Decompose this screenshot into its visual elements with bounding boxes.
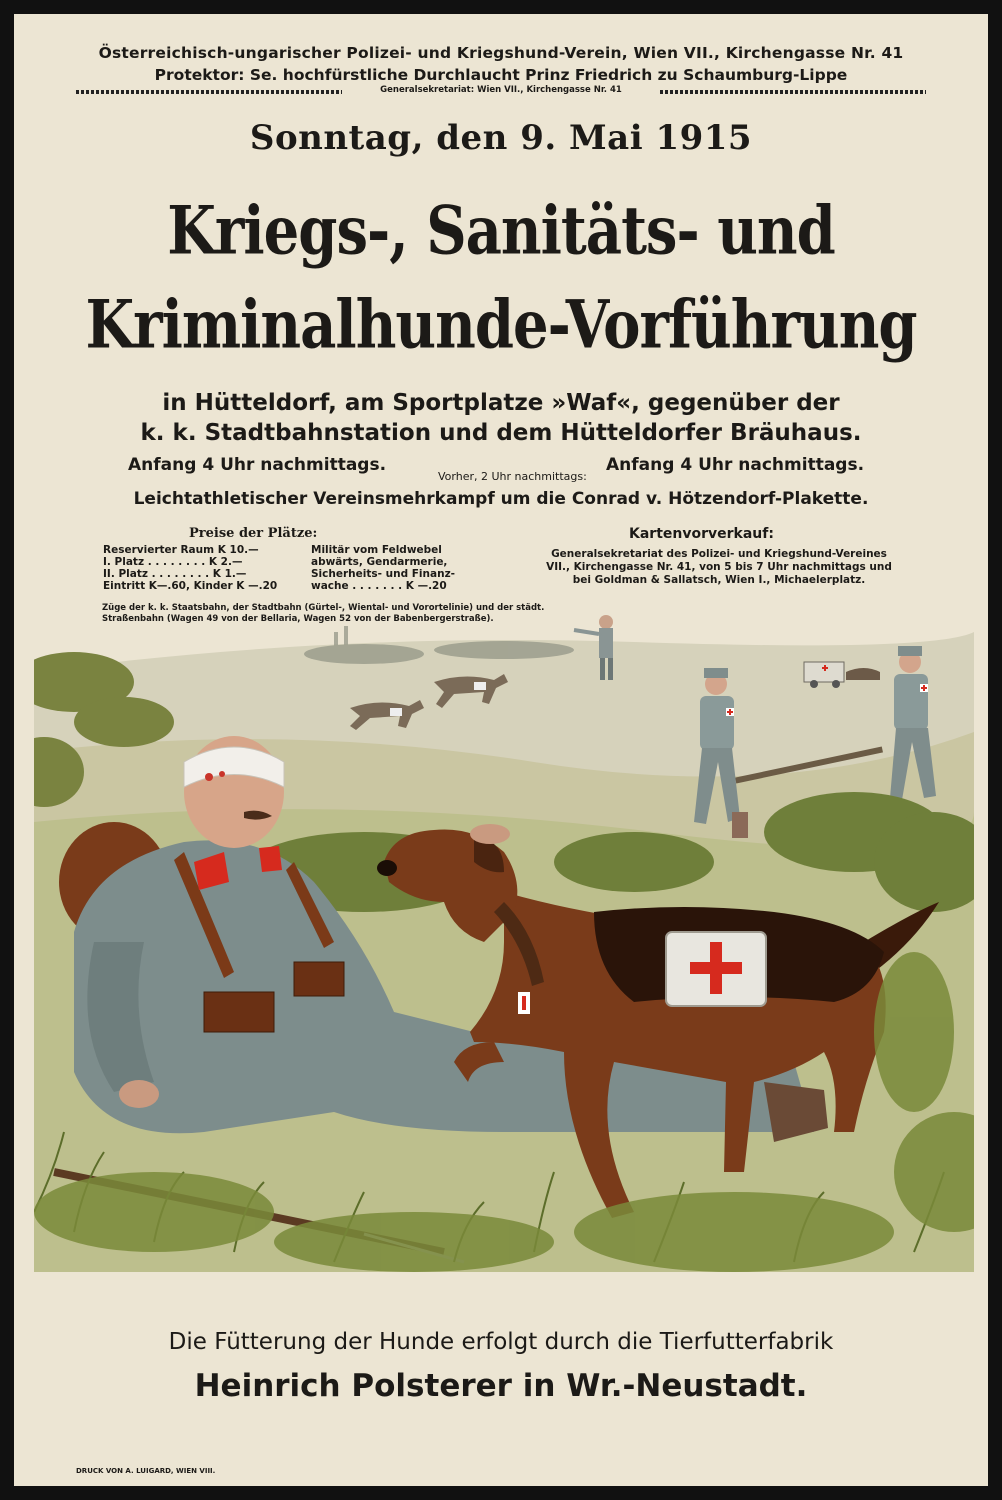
military-row: wache . . . . . . . K —.20 bbox=[311, 580, 447, 592]
dotted-rule-left bbox=[76, 90, 342, 94]
event-title-line2: Kriminalhunde-Vorführung bbox=[85, 286, 917, 364]
price-row: Eintritt K—.60, Kinder K —.20 bbox=[103, 580, 278, 592]
location-line1: in Hütteldorf, am Sportplatze »Waf«, gegenüber der bbox=[162, 390, 840, 416]
company-line: Heinrich Polsterer in Wr.-Neustadt. bbox=[194, 1368, 808, 1404]
illustration bbox=[34, 612, 974, 1272]
printer-credit: DRUCK VON A. LUIGARD, WIEN VIII. bbox=[76, 1467, 216, 1475]
dotted-rule-right bbox=[660, 90, 926, 94]
feeding-line: Die Fütterung der Hunde erfolgt durch die Tierfutterfabrik bbox=[168, 1329, 834, 1355]
prices-heading: Preise der Plätze: bbox=[189, 526, 318, 541]
presale-line: VII., Kirchengasse Nr. 41, von 5 bis 7 Uhr nachmittags und bbox=[546, 561, 892, 573]
before-note: Vorher, 2 Uhr nachmittags: bbox=[438, 470, 587, 483]
start-time-left: Anfang 4 Uhr nachmittags. bbox=[128, 455, 387, 475]
event-date: Sonntag, den 9. Mai 1915 bbox=[249, 118, 753, 158]
location-line2: k. k. Stadtbahnstation und dem Hütteldorfer Bräuhaus. bbox=[140, 420, 862, 446]
organization-line: Österreichisch-ungarischer Polizei- und Kriegshund-Verein, Wien VII., Kirchengasse Nr. 41 bbox=[98, 44, 904, 62]
protector-line: Protektor: Se. hochfürstliche Durchlaucht Prinz Friedrich zu Schaumburg-Lippe bbox=[154, 66, 848, 84]
athletics-line: Leichtathletischer Vereinsmehrkampf um die Conrad v. Hötzendorf-Plakette. bbox=[133, 489, 869, 509]
secretariat-line: Generalsekretariat: Wien VII., Kirchengasse Nr. 41 bbox=[380, 85, 622, 95]
presale-line: bei Goldman & Sallatsch, Wien I., Michaelerplatz. bbox=[572, 574, 866, 586]
military-row: Militär vom Feldwebel bbox=[311, 544, 442, 556]
price-row: II. Platz . . . . . . . . K 1.— bbox=[103, 568, 247, 580]
start-time-right: Anfang 4 Uhr nachmittags. bbox=[606, 455, 865, 475]
transport-line2: Straßenbahn (Wagen 49 von der Bellaria, Wagen 52 von der Babenbergerstraße). bbox=[102, 614, 494, 624]
price-row: I. Platz . . . . . . . . K 2.— bbox=[103, 556, 243, 568]
transport-line1: Züge der k. k. Staatsbahn, der Stadtbahn (Gürtel-, Wiental- und Vorortelinie) und der städt. bbox=[102, 603, 545, 613]
event-title-line1: Kriegs-, Sanitäts- und bbox=[167, 192, 835, 270]
presale-heading: Kartenvorverkauf: bbox=[629, 526, 774, 542]
presale-line: Generalsekretariat des Polizei- und Kriegshund-Vereines bbox=[551, 548, 887, 560]
military-row: abwärts, Gendarmerie, bbox=[311, 556, 448, 568]
price-row: Reservierter Raum K 10.— bbox=[103, 544, 259, 556]
poster bbox=[14, 14, 988, 1486]
military-row: Sicherheits- und Finanz- bbox=[311, 568, 456, 580]
